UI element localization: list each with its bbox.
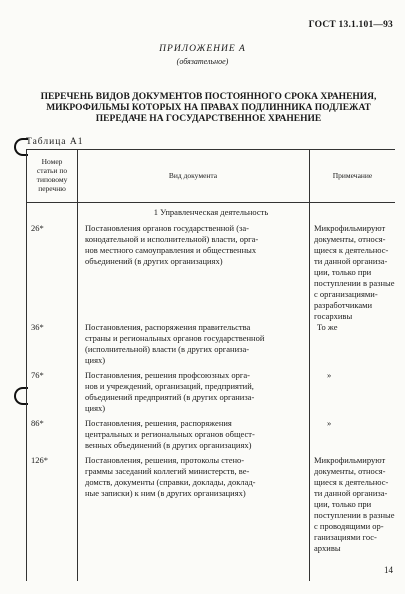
document-type [85,370,310,414]
text-line: циях) [85,403,106,413]
note [317,322,397,333]
text-line: Постановления, распоряжения правительства [85,322,251,332]
note [314,455,394,554]
document-type [85,322,310,366]
document-type [85,455,310,499]
text-line: ные записки) к ним (в других организациях) [85,488,246,498]
column-header-number [27,157,77,193]
heading-line: МИКРОФИЛЬМЫ КОТОРЫХ НА ПРАВАХ ПОДЛИННИКА ПОДЛЕЖАТ [46,103,371,113]
text-line: Постановления, решения, протоколы стено- [85,455,245,465]
text-line: поступлении в разные [314,278,395,288]
article-number: 76* [31,370,44,380]
document-type [85,418,310,451]
header-line: статьи по [36,166,68,175]
text-line: ти данной организа- [314,256,388,266]
header-divider [27,202,395,203]
text-line: Микрофильмируют [314,455,386,465]
section-heading: 1 Управленческая деятельность [153,207,269,217]
text-line: То же [317,322,338,332]
text-line: Постановления, решения профсоюзных орга- [85,370,250,380]
text-line: циях) [85,355,106,365]
text-line: с организациями- [314,289,378,299]
document-type [85,223,310,267]
text-line: нов местного самоуправления и общественных [85,245,257,255]
text-line: » [327,418,332,428]
text-line: граммы заседаний коллегий министерств, ве- [85,466,250,476]
text-line: ганизациями гос- [314,532,377,542]
page-number: 14 [384,565,393,575]
text-line: щиеся к деятельнос- [314,245,389,255]
text-line: ции, только при [314,499,372,509]
header-line: Номер [41,157,63,166]
text-line: конодательной и исполнительной) власти, орга- [85,234,259,244]
table [26,149,395,581]
heading-line: ПЕРЕДАЧЕ НА ГОСУДАРСТВЕННОЕ ХРАНЕНИЕ [95,114,322,124]
text-line: с проводящими ор- [314,521,384,531]
table-label: Таблица А1 [26,137,84,147]
text-line: ции, только при [314,267,372,277]
column-header-document: Вид документа [168,171,218,180]
article-number: 36* [31,322,44,332]
text-line: Постановления, решения, распоряжения [85,418,232,428]
article-number: 126* [31,455,48,465]
text-line: объединений (в других организациях) [85,256,223,266]
heading-line: ПЕРЕЧЕНЬ ВИДОВ ДОКУМЕНТОВ ПОСТОЯННОГО СРОКА ХРАНЕНИЯ, [40,92,377,102]
text-line: Постановления органов государственной (за- [85,223,250,233]
appendix-title: ПРИЛОЖЕНИЕ А [159,44,246,54]
text-line: (исполнительной) власти (в других организа- [85,344,250,354]
text-line: » [327,370,332,380]
text-line: документы, относя- [314,234,386,244]
column-header-note: Примечание [332,171,373,180]
article-number: 86* [31,418,44,428]
article-number: 26* [31,223,44,233]
text-line: архивы [314,543,341,553]
header-line: перечню [38,184,66,193]
text-line: венных объединений (в других организациях) [85,440,252,450]
document-heading [30,92,387,125]
text-line: госархивы [314,311,353,321]
text-line: документы, относя- [314,466,386,476]
gost-code: ГОСТ 13.1.101—93 [308,20,393,30]
header-line: типовому [36,175,68,184]
text-line: поступлении в разные [314,510,395,520]
text-line: объединений предприятий (в других организа- [85,392,255,402]
note [327,370,405,381]
text-line: центральных и региональных органов общест- [85,429,255,439]
note [327,418,405,429]
note [314,223,394,322]
text-line: Микрофильмируют [314,223,386,233]
text-line: страны и региональных органов государственной [85,333,265,343]
text-line: домств, документы (справки, доклады, доклад- [85,477,256,487]
text-line: щиеся к деятельнос- [314,477,389,487]
text-line: разработчиками [314,300,373,310]
text-line: нов и учреждений, организаций, предприятий, [85,381,254,391]
text-line: ти данной организа- [314,488,388,498]
appendix-note: (обязательное) [176,57,229,66]
